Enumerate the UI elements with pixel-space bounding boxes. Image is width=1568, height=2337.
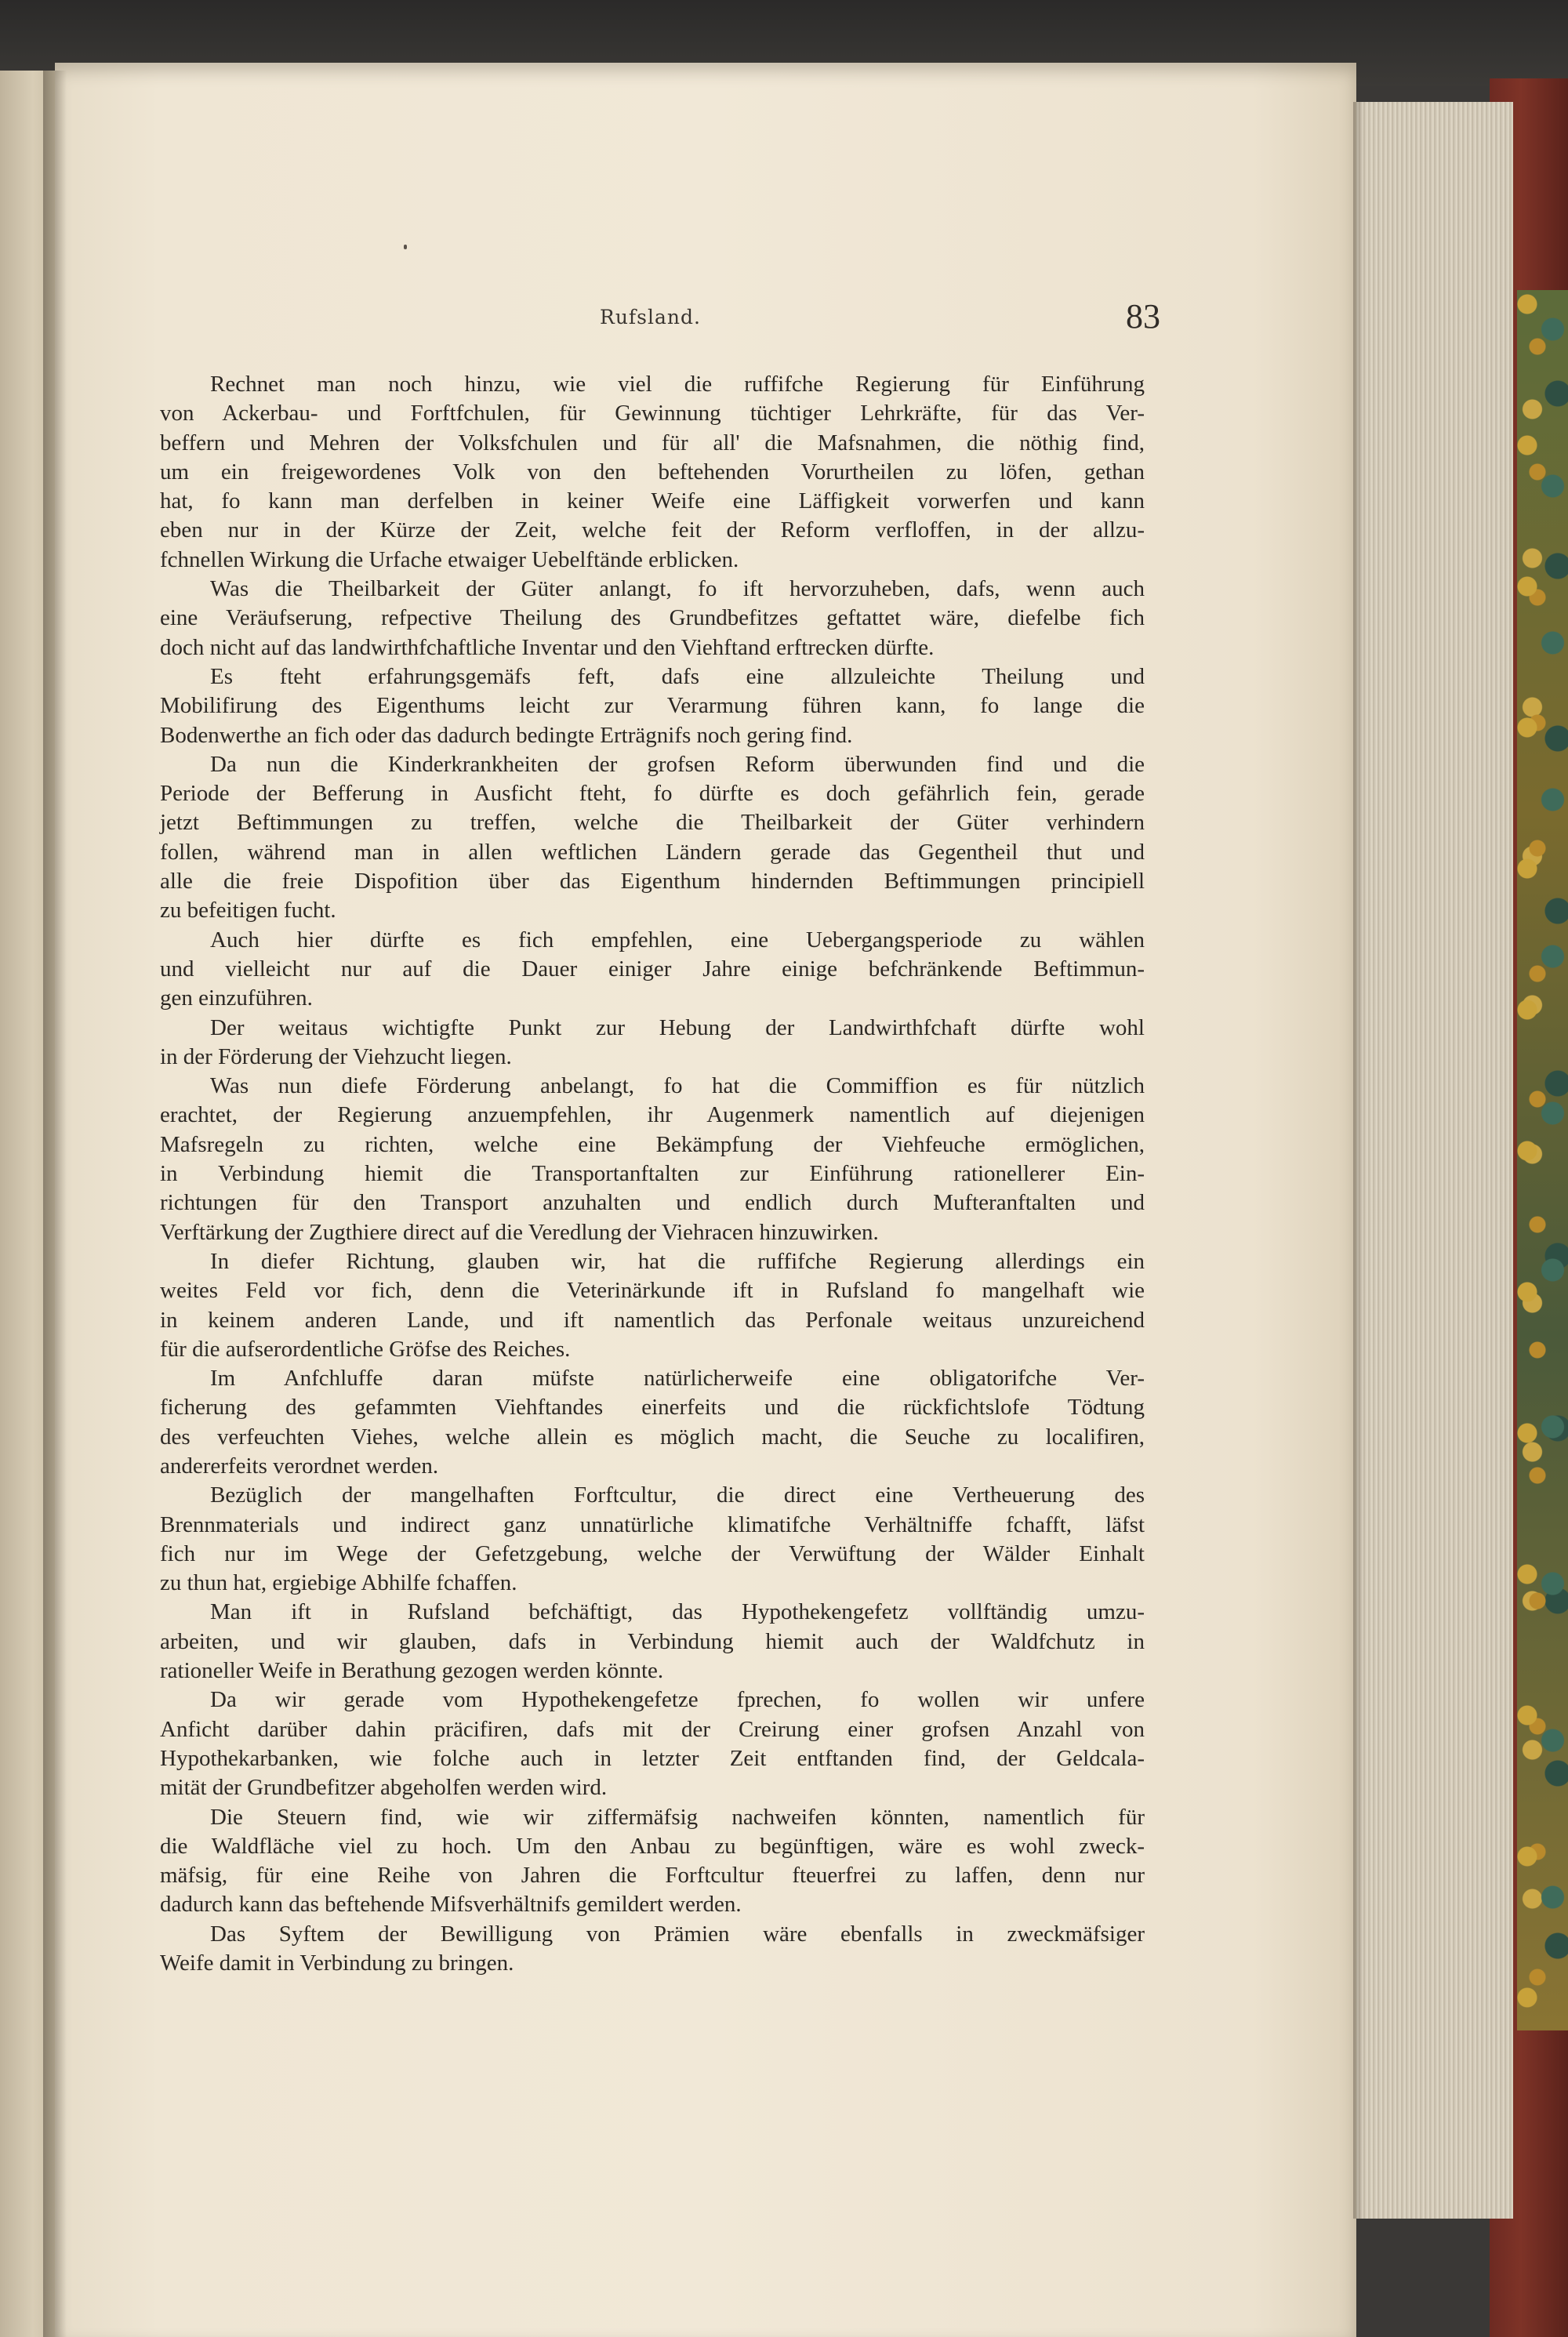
text-line: Anficht darüber dahin präcifiren, dafs mit der Creirung einer grofsen Anzahl von <box>160 1716 1145 1742</box>
text-line: weites Feld vor fich, denn die Veterinärkunde ift in Rufsland fo mangelhaft wie <box>160 1278 1145 1304</box>
text-line: Rechnet man noch hinzu, wie viel die ruffifche Regierung für Einführung <box>210 372 1145 397</box>
text-line: andererfeits verordnet werden. <box>160 1453 439 1479</box>
text-line: Hypothekarbanken, wie folche auch in letzter Zeit entftanden find, der Geldcala- <box>160 1745 1145 1771</box>
text-line: In diefer Richtung, glauben wir, hat die ruffifche Regierung allerdings ein <box>210 1248 1145 1274</box>
text-line: dadurch kann das beftehende Mifsverhältnifs gemildert werden. <box>160 1892 742 1918</box>
text-line: mäfsig, für eine Reihe von Jahren die Forftcultur fteuerfrei zu laffen, denn nur <box>160 1863 1145 1889</box>
text-line: Brennmaterials und indirect ganz unnatürliche klimatifche Verhältniffe fchafft, läfst <box>160 1511 1145 1537</box>
page-edge-shadow <box>1353 102 1364 2219</box>
text-line: beffern und Mehren der Volksfchulen und für all' die Mafsnahmen, die nöthig find, <box>160 430 1145 455</box>
text-line: eine Veräufserung, refpective Theilung des Grundbefitzes geftattet wäre, diefelbe fich <box>160 605 1145 631</box>
text-line: mität der Grundbefitzer abgeholfen werden wird. <box>160 1775 608 1801</box>
text-line: Was nun diefe Förderung anbelangt, fo hat die Commiffion es für nützlich <box>210 1073 1145 1099</box>
text-line: richtungen für den Transport anzuhalten und endlich durch Mufteranftalten und <box>160 1190 1145 1216</box>
text-line: Es fteht erfahrungsgemäfs feft, dafs eine allzuleichte Theilung und <box>210 663 1145 689</box>
text-line: Da wir gerade vom Hypothekengefetze fprechen, fo wollen wir unfere <box>210 1687 1145 1713</box>
text-line: für die aufserordentliche Gröfse des Reiches. <box>160 1336 571 1362</box>
text-line: Mafsregeln zu richten, welche eine Bekämpfung der Viehfeuche ermöglichen, <box>160 1131 1145 1157</box>
text-line: von Ackerbau- und Forftfchulen, für Gewinnung tüchtiger Lehrkräfte, für das Ver- <box>160 401 1145 426</box>
text-line: um ein freigewordenes Volk von den beftehenden Vorurtheilen zu löfen, gethan <box>160 459 1145 484</box>
text-line: jetzt Beftimmungen zu treffen, welche die Theilbarkeit der Güter verhindern <box>160 810 1145 836</box>
text-line: erachtet, der Regierung anzuempfehlen, ihr Augenmerk namentlich auf diejenigen <box>160 1102 1145 1128</box>
text-line: Auch hier dürfte es fich empfehlen, eine Uebergangsperiode zu wählen <box>210 927 1145 953</box>
text-line: Bezüglich der mangelhaften Forftcultur, die direct eine Vertheuerung des <box>210 1482 1145 1508</box>
body-text <box>160 370 1145 1978</box>
page-number: 83 <box>1126 297 1160 336</box>
text-line: in der Förderung der Viehzucht liegen. <box>160 1043 512 1069</box>
running-title: Rufsland. <box>600 306 701 328</box>
text-line: in Verbindung hiemit die Transportanftalten zur Einführung rationellerer Ein- <box>160 1161 1145 1187</box>
spine-shadow <box>43 71 67 2337</box>
text-line: in keinem anderen Lande, und ift namentlich das Perfonale weitaus unzureichend <box>160 1307 1145 1333</box>
text-line: zu thun hat, ergiebige Abhilfe fchaffen. <box>160 1570 517 1596</box>
text-line: eben nur in der Kürze der Zeit, welche feit der Reform verfloffen, in der allzu- <box>160 517 1145 543</box>
text-line: fchnellen Wirkung die Urfache etwaiger Uebelftände erblicken. <box>160 546 739 572</box>
text-line: Da nun die Kinderkrankheiten der grofsen Reform überwunden find und die <box>210 751 1145 777</box>
text-line: Die Steuern find, wie wir ziffermäfsig nachweifen könnten, namentlich für <box>210 1804 1145 1830</box>
text-line: gen einzuführen. <box>160 985 313 1011</box>
text-line: fich nur im Wege der Gefetzgebung, welche der Verwüftung der Wälder Einhalt <box>160 1540 1145 1566</box>
text-line: Man ift in Rufsland befchäftigt, das Hypothekengefetz vollftändig umzu- <box>210 1599 1145 1625</box>
text-line: zu befeitigen fucht. <box>160 898 336 924</box>
text-line: doch nicht auf das landwirthfchaftliche Inventar und den Viehftand erftrecken dürfte. <box>160 634 935 660</box>
text-line: follen, während man in allen weftlichen Ländern gerade das Gegentheil thut und <box>160 839 1145 865</box>
text-line: Bodenwerthe an fich oder das dadurch bedingte Erträgnifs noch gering find. <box>160 722 853 748</box>
text-line: Mobilifirung des Eigenthums leicht zur Verarmung führen kann, fo lange die <box>160 693 1145 719</box>
text-line: arbeiten, und wir glauben, dafs in Verbindung hiemit auch der Waldfchutz in <box>160 1628 1145 1654</box>
text-line: ficherung des gefammten Viehftandes einerfeits und die rückfichtslofe Tödtung <box>160 1395 1145 1421</box>
text-line: Weife damit in Verbindung zu bringen. <box>160 1951 514 1976</box>
text-line: des verfeuchten Viehes, welche allein es möglich macht, die Seuche zu localifiren, <box>160 1424 1145 1450</box>
text-line: und vielleicht nur auf die Dauer einiger Jahre einige befchränkende Beftimmun- <box>160 956 1145 982</box>
text-line: die Waldfläche viel zu hoch. Um den Anbau zu begünftigen, wäre es wohl zweck- <box>160 1833 1145 1859</box>
paper-speck <box>404 245 407 249</box>
text-line: Das Syftem der Bewilligung von Prämien wäre ebenfalls in zweckmäfsiger <box>210 1921 1145 1947</box>
text-line: Periode der Befferung in Ausficht fteht, fo dürfte es doch gefährlich fein, gerade <box>160 781 1145 807</box>
text-line: Verftärkung der Zugthiere direct auf die Veredlung der Viehracen hinzuwirken. <box>160 1219 879 1245</box>
text-line: Was die Theilbarkeit der Güter anlangt, fo ift hervorzuheben, dafs, wenn auch <box>210 576 1145 602</box>
marbled-endpaper <box>1517 290 1568 2030</box>
text-line: hat, fo kann man derfelben in keiner Weife eine Läffigkeit vorwerfen und kann <box>160 488 1145 514</box>
text-line: Der weitaus wichtigfte Punkt zur Hebung der Landwirthfchaft dürfte wohl <box>210 1014 1145 1040</box>
page-stack-edges <box>1356 102 1513 2219</box>
text-line: Im Anfchluffe daran müfste natürlicherweife eine obligatorifche Ver- <box>210 1366 1145 1392</box>
text-line: rationeller Weife in Berathung gezogen werden könnte. <box>160 1658 664 1684</box>
text-line: alle die freie Dispofition über das Eigenthum hindernden Beftimmungen principiell <box>160 869 1145 895</box>
